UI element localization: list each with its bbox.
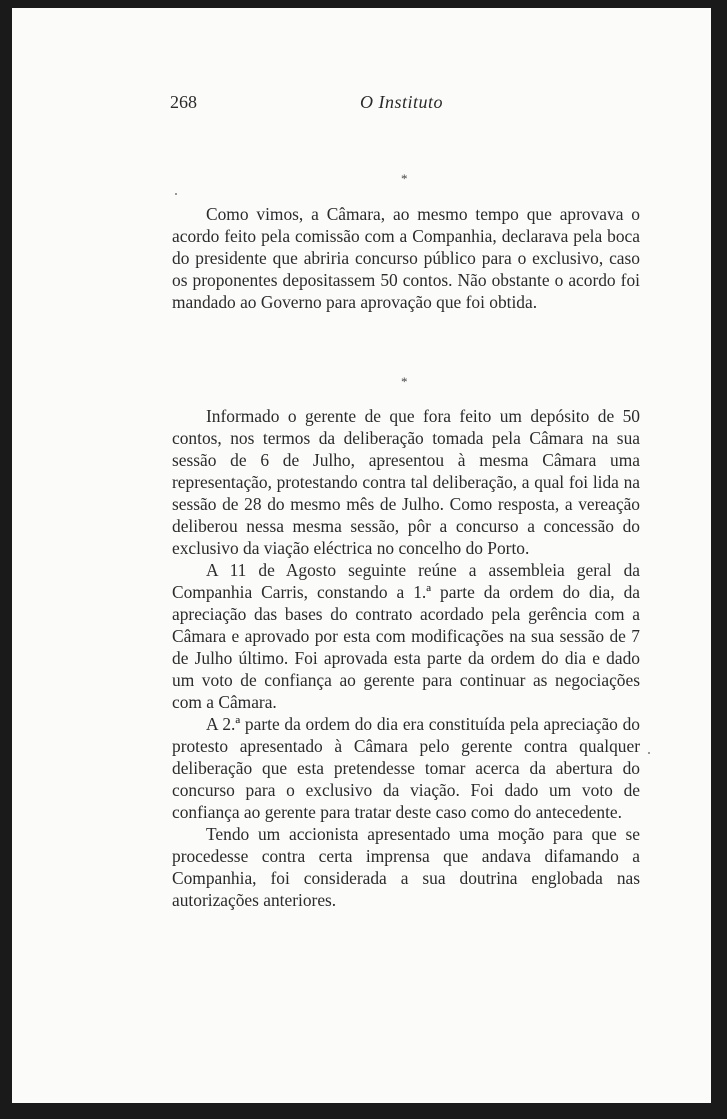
paragraph: Tendo um accionista apresentado uma moção para que se procedesse contra certa imprensa que andava difamando a Companhia, foi considerada a sua doutrina englobada nas autorizações anteriores. xyxy=(172,824,640,910)
section-1-text xyxy=(172,203,640,313)
scan-speck xyxy=(648,752,650,754)
section-separator-2: * xyxy=(401,374,408,389)
paragraph: Informado o gerente de que fora feito um depósito de 50 contos, nos termos da deliberação tomada pela Câmara na sua sessão de 6 de Julho, apresentou à mesma Câmara uma representação, protestando contra tal deliberação, a qual foi lida na sessão de 28 do mesmo mês de Julho. Como resposta, a vereação deliberou nessa mesma sessão, pôr a concurso a concessão do exclusivo da viação eléctrica no concelho do Porto. xyxy=(172,406,640,558)
scan-speck xyxy=(175,193,177,195)
section-separator-1: * xyxy=(401,171,408,186)
paragraph: A 2.ª parte da ordem do dia era constituída pela apreciação do protesto apresentado à Câmara pelo gerente contra qualquer deliberação que esta pretendesse tomar acerca da abertura do concurso para o exclusivo da viação. Foi dado um voto de confiança ao gerente para tratar deste caso como do antecedente. xyxy=(172,714,640,822)
page-number: 268 xyxy=(170,92,197,112)
paragraph: Como vimos, a Câmara, ao mesmo tempo que aprovava o acordo feito pela comissão com a Companhia, declarava pela boca do presidente que abriria concurso público para o exclusivo, caso os proponentes depositassem 50 contos. Não obstante o acordo foi mandado ao Governo para aprovação que foi obtida. xyxy=(172,204,640,312)
running-head xyxy=(170,92,640,116)
journal-title: O Instituto xyxy=(360,92,444,112)
section-2-text xyxy=(172,405,640,911)
paragraph: A 11 de Agosto seguinte reúne a assembleia geral da Companhia Carris, constando a 1.ª parte da ordem do dia, da apreciação das bases do contrato acordado pela gerência com a Câmara e aprovado por esta com modificações na sua sessão de 7 de Julho último. Foi aprovada esta parte da ordem do dia e dado um voto de confiança ao gerente para continuar as negociações com a Câmara. xyxy=(172,560,640,712)
